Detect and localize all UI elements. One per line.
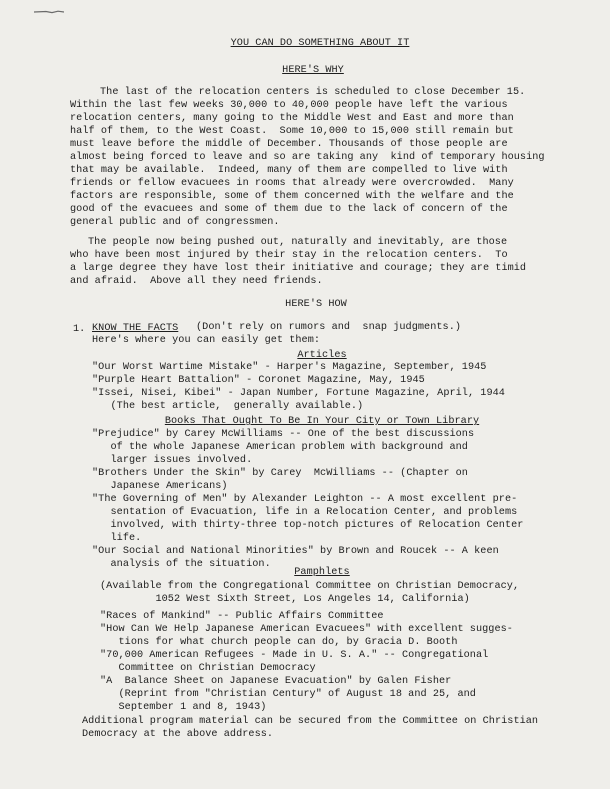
text-line: half of them, to the West Coast. Some 10,000 to 15,000 still remain but	[70, 126, 514, 137]
text-line: Democracy at the above address.	[82, 729, 274, 740]
list-item: September 1 and 8, 1943)	[100, 702, 267, 713]
item-note: (Don't rely on rumors and snap judgments.)	[196, 322, 462, 333]
list-item: larger issues involved.	[92, 455, 253, 466]
list-item: life.	[92, 533, 142, 544]
text-line: almost being forced to leave and so are taking any kind of temporary housing	[70, 152, 545, 163]
list-item: "Our Social and National Minorities" by Brown and Roucek -- A keen	[92, 546, 499, 557]
list-item: involved, with thirty-three top-notch pictures of Relocation Center	[92, 520, 524, 531]
text-line: a large degree they have lost their initiative and courage; they are timid	[70, 263, 527, 274]
list-item: "70,000 American Refugees - Made in U. S. A." -- Congregational	[100, 650, 489, 661]
pamphlets-source: 1052 West Sixth Street, Los Angeles 14, California)	[100, 594, 470, 605]
list-item: "Races of Mankind" -- Public Affairs Committee	[100, 611, 384, 622]
list-item: "How Can We Help Japanese American Evacuees" with excellent sugges-	[100, 624, 513, 635]
list-item: (The best article, generally available.)	[92, 401, 364, 412]
books-heading: Books That Ought To Be In Your City or Town Library	[164, 416, 480, 427]
list-item: Japanese Americans)	[92, 481, 228, 492]
list-item: "Brothers Under the Skin" by Carey McWilliams -- (Chapter on	[92, 468, 468, 479]
text-line: general public and of congressmen.	[70, 217, 280, 228]
text-line: relocation centers, many going to the Middle West and East and more than	[70, 113, 514, 124]
text-line: The last of the relocation centers is scheduled to close December 15.	[100, 87, 526, 98]
pamphlets-heading: Pamphlets	[294, 567, 350, 578]
item-label: KNOW THE FACTS	[92, 323, 179, 334]
text-line: must leave before the middle of December. Thousands of those people are	[70, 139, 508, 150]
text-line: factors are responsible, some of them concerned with the welfare and the	[70, 191, 514, 202]
item-subtitle: Here's where you can easily get them:	[92, 335, 321, 346]
list-item: analysis of the situation.	[92, 559, 271, 570]
why-heading: HERE'S WHY	[282, 65, 344, 76]
list-item: "Purple Heart Battalion" - Coronet Magazine, May, 1945	[92, 375, 425, 386]
how-heading: HERE'S HOW	[285, 299, 347, 310]
list-item: Committee on Christian Democracy	[100, 663, 316, 674]
list-item: "Prejudice" by Carey McWilliams -- One of the best discussions	[92, 429, 475, 440]
list-item: (Reprint from "Christian Century" of August 18 and 25, and	[100, 689, 476, 700]
list-item: "Our Worst Wartime Mistake" - Harper's Magazine, September, 1945	[92, 362, 487, 373]
text-line: who have been most injured by their stay in the relocation centers. To	[70, 250, 508, 261]
text-line: Within the last few weeks 30,000 to 40,000 people have left the various	[70, 100, 508, 111]
page-title: YOU CAN DO SOMETHING ABOUT IT	[230, 38, 410, 49]
text-line: and afraid. Above all they need friends.	[70, 276, 323, 287]
list-item: tions for what church people can do, by Gracia D. Booth	[100, 637, 458, 648]
list-item: "A Balance Sheet on Japanese Evacuation" by Galen Fisher	[100, 676, 452, 687]
item-number: 1.	[73, 324, 86, 335]
list-item: sentation of Evacuation, life in a Relocation Center, and problems	[92, 507, 518, 518]
text-line: friends or fellow evacuees in rooms that already were overcrowded. Many	[70, 178, 514, 189]
text-line: The people now being pushed out, naturally and inevitably, are those	[88, 237, 508, 248]
pencil-mark	[34, 10, 64, 14]
pamphlets-source: (Available from the Congregational Committee on Christian Democracy,	[100, 581, 520, 592]
list-item: of the whole Japanese American problem with background and	[92, 442, 468, 453]
text-line: Additional program material can be secured from the Committee on Christian	[82, 716, 539, 727]
list-item: "The Governing of Men" by Alexander Leighton -- A most excellent pre-	[92, 494, 518, 505]
text-line: good of the evacuees and some of them due to the lack of concern of the	[70, 204, 508, 215]
articles-heading: Articles	[297, 350, 347, 361]
text-line: that may be available. Indeed, many of them are compelled to live with	[70, 165, 508, 176]
list-item: "Issei, Nisei, Kibei" - Japan Number, Fortune Magazine, April, 1944	[92, 388, 505, 399]
